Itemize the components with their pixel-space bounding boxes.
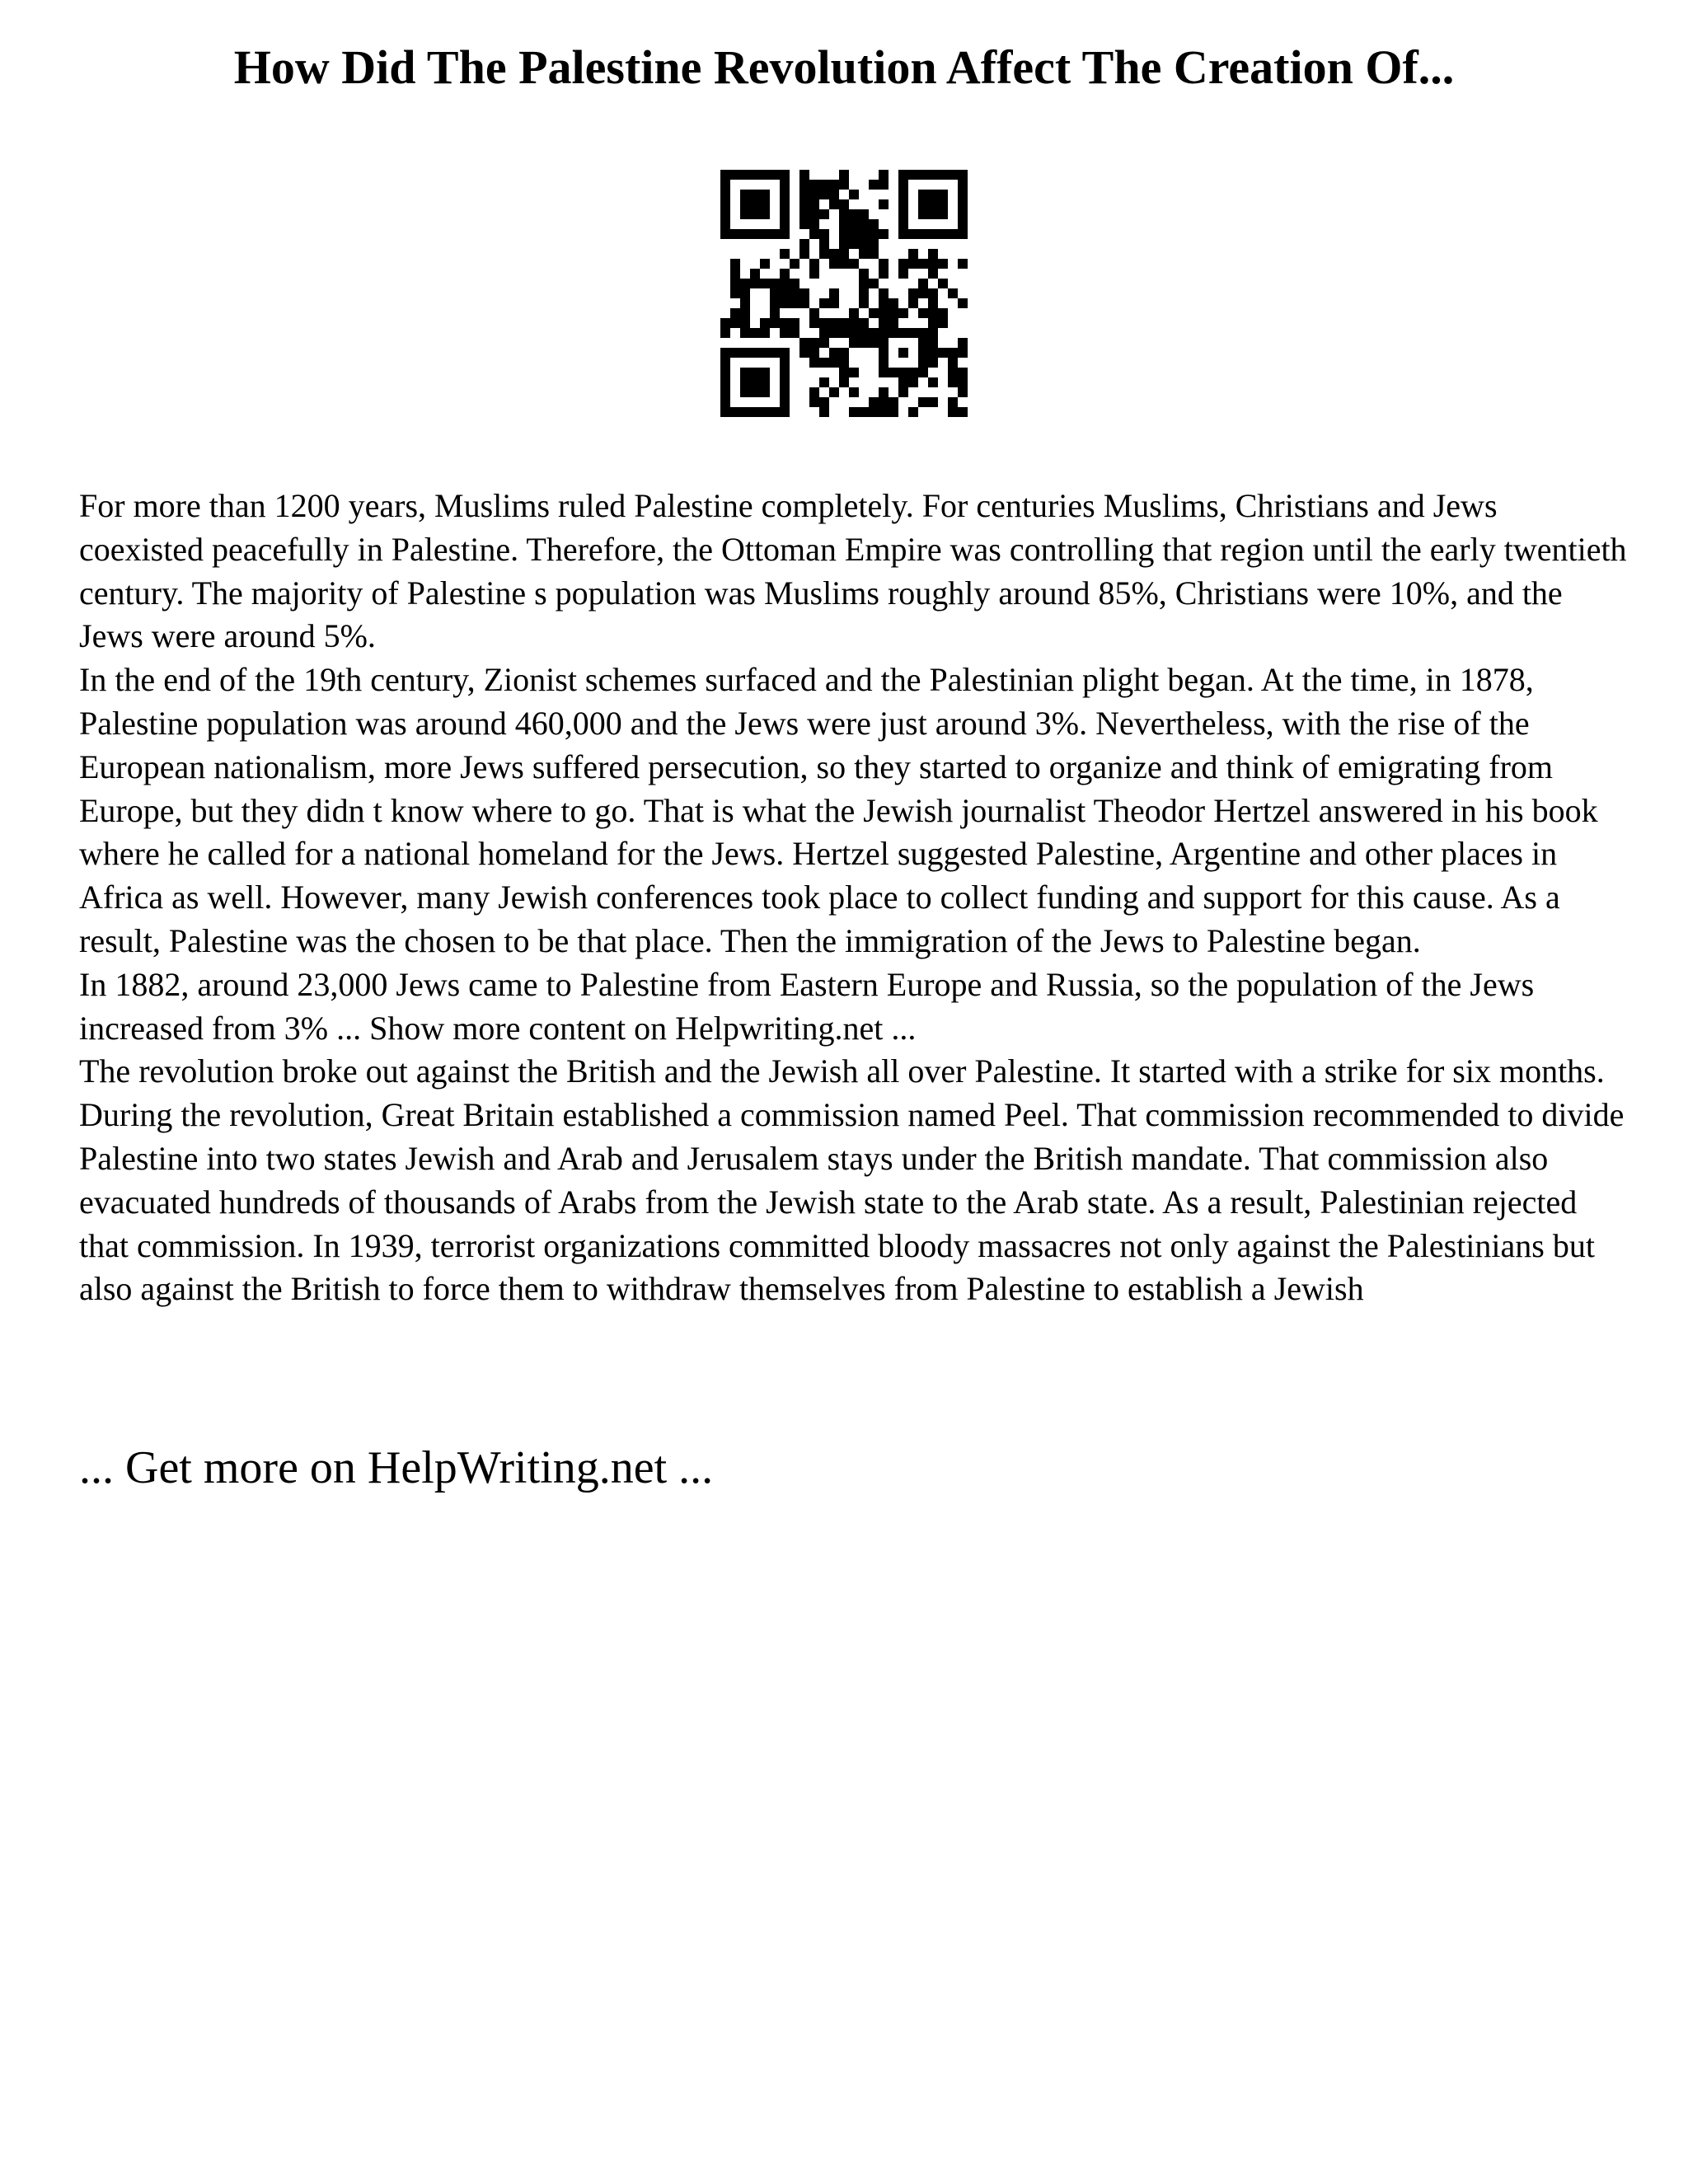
page-title: How Did The Palestine Revolution Affect The Creation Of... [233,40,1455,94]
qr-code-icon [720,170,968,417]
paragraph: For more than 1200 years, Muslims ruled Palestine completely. For centuries Muslims, Christians and Jews coexisted peacefully in Palestine. Therefore, the Ottoman Empire was controlling that region until the early twentieth century. The majority of Palestine s population was Muslims roughly around 85%, Christians were 10%, and the Jews were around 5%. [79,487,1627,655]
qr-code-graphic [720,170,968,417]
paragraph: In 1882, around 23,000 Jews came to Palestine from Eastern Europe and Russia, so the population of the Jews increased from 3% ... Show more content on Helpwriting.net ... [79,965,1535,1047]
article-body [79,485,1629,1311]
paragraph: In the end of the 19th century, Zionist schemes surfaced and the Palestinian plight began. At the time, in 1878, Palestine population was around 460,000 and the Jews were just around 3%. Nevertheless, with the rise of the European nationalism, more Jews suffered persecution, so they started to organize and think of emigrating from Europe, but they didn t know where to go. That is what the Jewish journalist Theodor Hertzel answered in his book where he called for a national homeland for the Jews. Hertzel suggested Palestine, Argentine and other places in Africa as well. However, many Jewish conferences took place to collect funding and support for this cause. As a result, Palestine was the chosen to be that place. Then the immigration of the Jews to Palestine began. [79,661,1598,959]
paragraph: The revolution broke out against the British and the Jewish all over Palestine. It started with a strike for six months. During the revolution, Great Britain established a commission named Peel. That commission recommended to divide Palestine into two states Jewish and Arab and Jerusalem stays under the British mandate. That commission also evacuated hundreds of thousands of Arabs from the Jewish state to the Arab state. As a result, Palestinian rejected that commission. In 1939, terrorist organizations committed bloody massacres not only against the Palestinians but also against the British to force them to withdraw themselves from Palestine to establish a Jewish [79,1052,1625,1308]
get-more-link[interactable]: ... Get more on HelpWriting.net ... [79,1442,714,1493]
